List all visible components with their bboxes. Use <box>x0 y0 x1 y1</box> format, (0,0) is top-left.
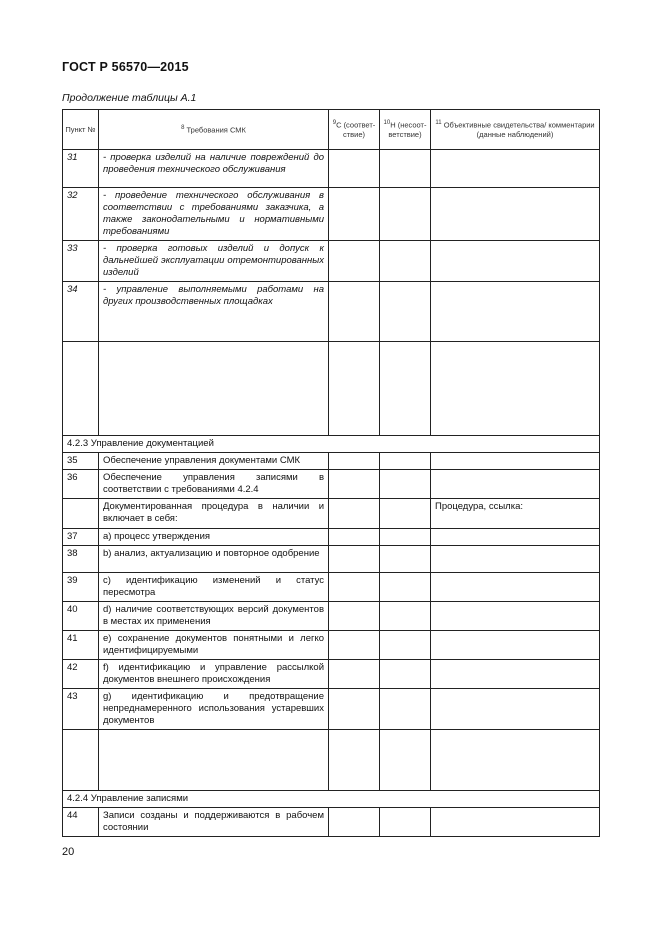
section-row <box>63 791 600 808</box>
col-header-nonconformity: $^{10}$Н (несоот-ветствие) <box>380 110 431 150</box>
cell-n <box>380 660 431 689</box>
section-title-4-2-4: 4.2.4 Управление записями <box>63 791 600 808</box>
cell-n <box>380 573 431 602</box>
cell-n <box>380 689 431 730</box>
row-number: 38 <box>63 546 99 573</box>
requirements-table <box>62 109 600 837</box>
cell-n <box>380 470 431 499</box>
row-number: 41 <box>63 631 99 660</box>
row-number: 33 <box>63 241 99 282</box>
cell-c <box>329 808 380 837</box>
cell-evidence <box>431 241 600 282</box>
row-number: 36 <box>63 470 99 499</box>
cell-n <box>380 631 431 660</box>
row-number: 31 <box>63 150 99 188</box>
row-requirement: а) процесс утверждения <box>99 529 329 546</box>
col-header-conformity: $^9$С (соответ-ствие) <box>329 110 380 150</box>
cell-c <box>329 470 380 499</box>
cell-c <box>329 282 380 342</box>
cell-c <box>329 660 380 689</box>
table-row <box>63 631 600 660</box>
cell-n <box>380 546 431 573</box>
cell-n <box>380 150 431 188</box>
table-row <box>63 602 600 631</box>
row-number: 40 <box>63 602 99 631</box>
cell-n <box>380 188 431 241</box>
cell-n <box>380 499 431 529</box>
cell-evidence <box>431 529 600 546</box>
table-row <box>63 689 600 730</box>
row-requirement: - проведение технического обслуживания в соответствии с требованиями заказчика, а также законодательными и нормативными требованиями <box>99 188 329 241</box>
row-number: 34 <box>63 282 99 342</box>
table-row <box>63 188 600 241</box>
row-requirement: Обеспечение управления записями в соответствии с требованиями 4.2.4 <box>99 470 329 499</box>
cell-evidence <box>431 470 600 499</box>
cell-evidence <box>431 808 600 837</box>
table-row <box>63 660 600 689</box>
cell-evidence <box>431 282 600 342</box>
row-requirement: c) идентификацию изменений и статус пересмотра <box>99 573 329 602</box>
col-header-evidence: $^{11}$ Объективные свидетельства/ комментарии (данные наблюдений) <box>431 110 600 150</box>
row-requirement: Документированная процедура в наличии и включает в себя: <box>99 499 329 529</box>
cell-n <box>380 453 431 470</box>
cell-c <box>329 573 380 602</box>
cell-evidence <box>431 188 600 241</box>
row-number: 32 <box>63 188 99 241</box>
row-number: 39 <box>63 573 99 602</box>
cell-c <box>329 499 380 529</box>
cell-n <box>380 529 431 546</box>
page-number: 20 <box>62 846 75 858</box>
table-caption: Продолжение таблицы А.1 <box>62 92 197 104</box>
row-requirement: g) идентификацию и предотвращение непреднамеренного использования устаревших документов <box>99 689 329 730</box>
cell-evidence <box>431 150 600 188</box>
table-row <box>63 150 600 188</box>
cell-n <box>380 602 431 631</box>
row-number: 42 <box>63 660 99 689</box>
table-row <box>63 241 600 282</box>
row-requirement: - управление выполняемыми работами на других производственных площадках <box>99 282 329 342</box>
cell-c <box>329 150 380 188</box>
row-requirement: Записи созданы и поддерживаются в рабочем состоянии <box>99 808 329 837</box>
section-row <box>63 436 600 453</box>
cell-evidence: Процедура, ссылка: <box>431 499 600 529</box>
col-header-punkt: Пункт № <box>63 110 99 150</box>
cell-c <box>329 546 380 573</box>
table-header-row <box>63 110 600 150</box>
row-requirement: Обеспечение управления документами СМК <box>99 453 329 470</box>
cell-c <box>329 602 380 631</box>
row-requirement: - проверка изделий на наличие повреждений до проведения технического обслуживания <box>99 150 329 188</box>
row-requirement: d) наличие соответствующих версий документов в местах их применения <box>99 602 329 631</box>
cell-c <box>329 188 380 241</box>
cell-n <box>380 808 431 837</box>
cell-c <box>329 631 380 660</box>
row-requirement: f) идентификацию и управление рассылкой документов внешнего происхождения <box>99 660 329 689</box>
table-row <box>63 529 600 546</box>
table-row <box>63 499 600 529</box>
cell-n <box>380 282 431 342</box>
cell-n <box>380 241 431 282</box>
cell-evidence <box>431 546 600 573</box>
row-requirement: e) сохранение документов понятными и легко идентифицируемыми <box>99 631 329 660</box>
table-row <box>63 573 600 602</box>
empty-row <box>63 342 600 436</box>
cell-evidence <box>431 573 600 602</box>
row-number: 37 <box>63 529 99 546</box>
cell-evidence <box>431 631 600 660</box>
cell-c <box>329 689 380 730</box>
cell-evidence <box>431 689 600 730</box>
empty-row <box>63 730 600 791</box>
document-title: ГОСТ Р 56570—2015 <box>62 60 189 74</box>
row-requirement: b) анализ, актуализацию и повторное одобрение <box>99 546 329 573</box>
cell-evidence <box>431 602 600 631</box>
table-row <box>63 546 600 573</box>
cell-evidence <box>431 453 600 470</box>
row-number <box>63 499 99 529</box>
table-row <box>63 470 600 499</box>
col-header-requirements: $^8$ Требования СМК <box>99 110 329 150</box>
cell-evidence <box>431 660 600 689</box>
section-title-4-2-3: 4.2.3 Управление документацией <box>63 436 600 453</box>
cell-c <box>329 453 380 470</box>
table-row <box>63 282 600 342</box>
cell-c <box>329 241 380 282</box>
row-requirement: - проверка готовых изделий и допуск к дальнейшей эксплуатации отремонтированных изделий <box>99 241 329 282</box>
row-number: 35 <box>63 453 99 470</box>
table-row <box>63 808 600 837</box>
table-row <box>63 453 600 470</box>
row-number: 44 <box>63 808 99 837</box>
row-number: 43 <box>63 689 99 730</box>
cell-c <box>329 529 380 546</box>
